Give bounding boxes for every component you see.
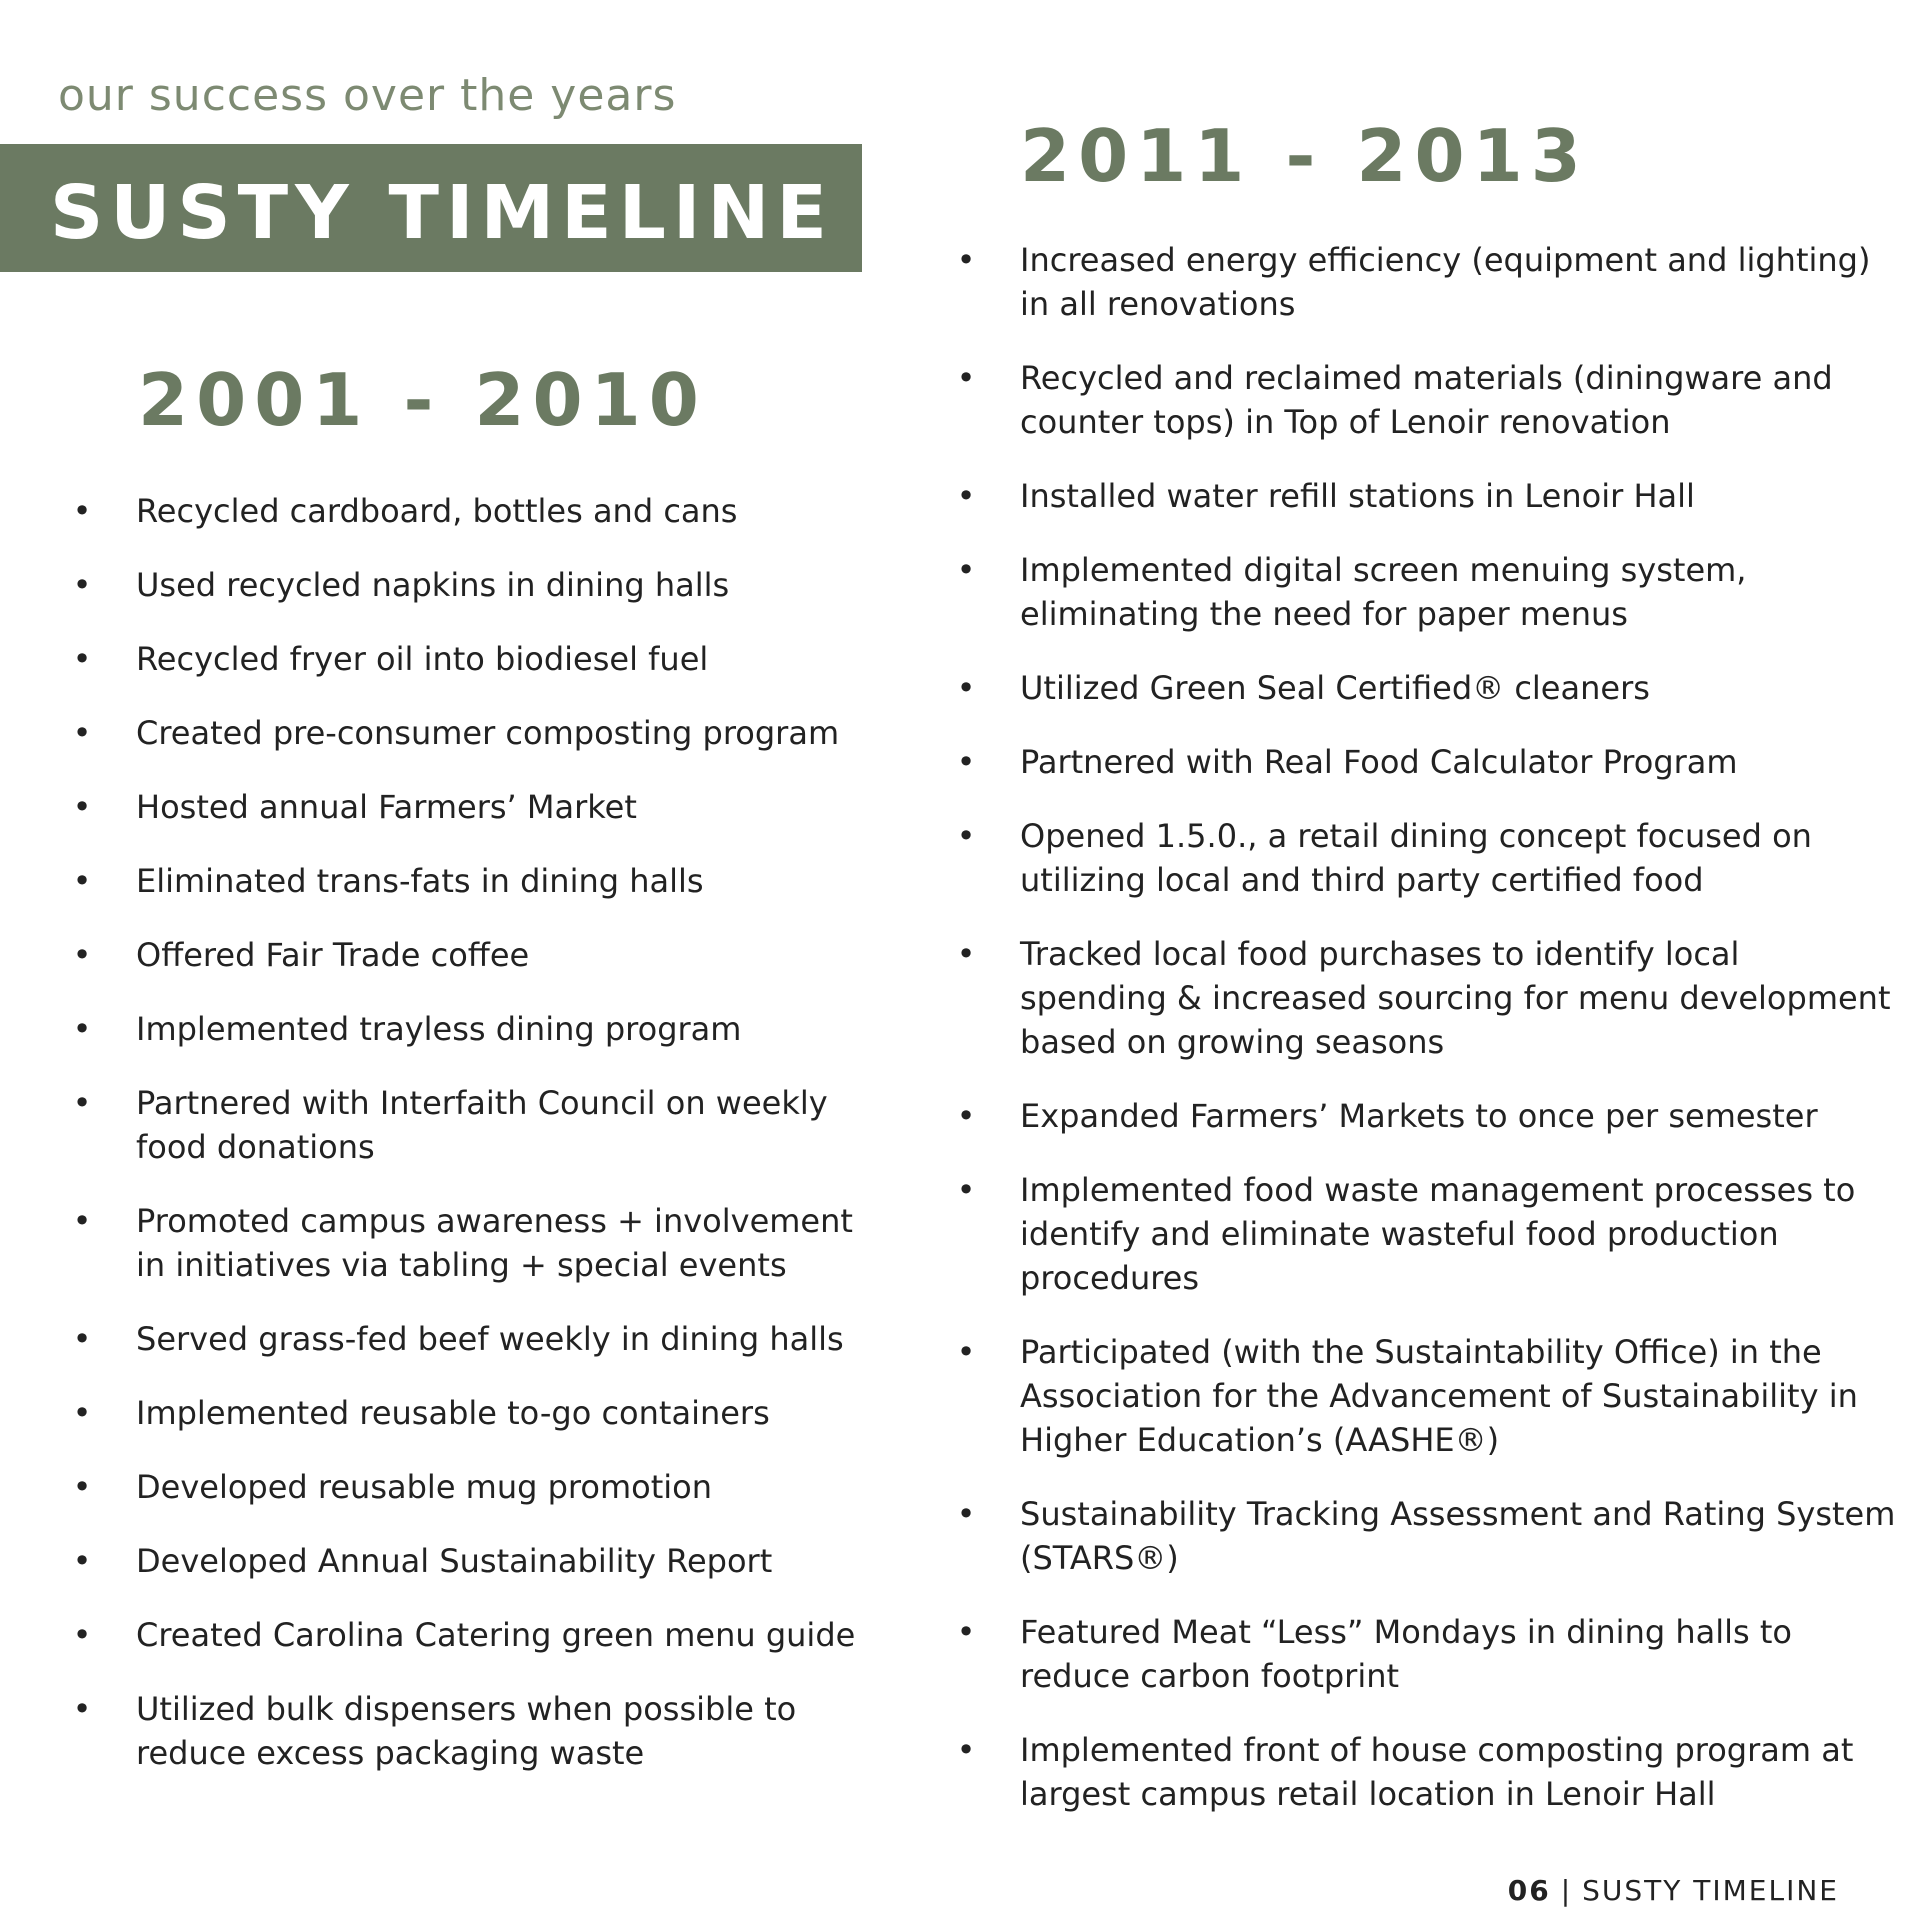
- bullet-icon: •: [72, 936, 92, 974]
- bullet-icon: •: [72, 1084, 92, 1122]
- list-item: [72, 1539, 892, 1583]
- list-item-text: Recycled cardboard, bottles and cans: [136, 492, 738, 530]
- bullet-icon: •: [72, 714, 92, 752]
- bullet-icon: •: [956, 551, 976, 589]
- timeline-list-2001-2010: [72, 489, 892, 1805]
- list-item: [72, 1199, 892, 1287]
- page-subtitle: our success over the years: [58, 70, 677, 121]
- bullet-icon: •: [956, 477, 976, 515]
- list-item-text: Partnered with Interfaith Council on weekly food donations: [136, 1084, 828, 1166]
- list-item: [72, 1613, 892, 1657]
- list-item-text: Implemented front of house composting program at largest campus retail location in Lenoir Hall: [1020, 1731, 1854, 1813]
- list-item: [72, 711, 892, 755]
- list-item: [72, 1081, 892, 1169]
- list-item: [72, 785, 892, 829]
- list-item: [72, 933, 892, 977]
- bullet-icon: •: [956, 1333, 976, 1371]
- list-item-text: Hosted annual Farmers’ Market: [136, 788, 637, 826]
- list-item: [72, 1465, 892, 1509]
- list-item: [956, 1728, 1896, 1816]
- list-item-text: Utilized Green Seal Certified® cleaners: [1020, 669, 1650, 707]
- list-item: [956, 1492, 1896, 1580]
- list-item-text: Utilized bulk dispensers when possible to reduce excess packaging waste: [136, 1690, 797, 1772]
- list-item-text: Opened 1.5.0., a retail dining concept focused on utilizing local and third party certified food: [1020, 817, 1812, 899]
- bullet-icon: •: [72, 492, 92, 530]
- bullet-icon: •: [956, 1495, 976, 1533]
- list-item-text: Recycled and reclaimed materials (diningware and counter tops) in Top of Lenoir renovation: [1020, 359, 1833, 441]
- list-item: [72, 1317, 892, 1361]
- bullet-icon: •: [72, 1616, 92, 1654]
- bullet-icon: •: [72, 1202, 92, 1240]
- bullet-icon: •: [956, 743, 976, 781]
- list-item-text: Implemented digital screen menuing system, eliminating the need for paper menus: [1020, 551, 1747, 633]
- list-item-text: Increased energy efficiency (equipment and lighting) in all renovations: [1020, 241, 1871, 323]
- list-item-text: Used recycled napkins in dining halls: [136, 566, 730, 604]
- footer-label: SUSTY TIMELINE: [1582, 1874, 1839, 1907]
- list-item: [956, 932, 1896, 1064]
- list-item-text: Implemented reusable to-go containers: [136, 1394, 770, 1432]
- bullet-icon: •: [72, 1542, 92, 1580]
- bullet-icon: •: [956, 1613, 976, 1651]
- bullet-icon: •: [956, 241, 976, 279]
- list-item-text: Recycled fryer oil into biodiesel fuel: [136, 640, 709, 678]
- list-item: [956, 1330, 1896, 1462]
- list-item-text: Developed reusable mug promotion: [136, 1468, 712, 1506]
- bullet-icon: •: [956, 1731, 976, 1769]
- page-footer: [1508, 1874, 1839, 1907]
- list-item: [72, 1007, 892, 1051]
- list-item: [956, 1168, 1896, 1300]
- list-item: [72, 859, 892, 903]
- footer-separator: |: [1560, 1874, 1573, 1907]
- list-item: [956, 548, 1896, 636]
- bullet-icon: •: [956, 817, 976, 855]
- title-banner: [0, 144, 862, 272]
- list-item-text: Offered Fair Trade coffee: [136, 936, 530, 974]
- list-item: [956, 474, 1896, 518]
- bullet-icon: •: [72, 788, 92, 826]
- page-number: 06: [1507, 1874, 1551, 1907]
- bullet-icon: •: [956, 669, 976, 707]
- bullet-icon: •: [72, 1468, 92, 1506]
- bullet-icon: •: [956, 359, 976, 397]
- list-item: [72, 637, 892, 681]
- bullet-icon: •: [72, 862, 92, 900]
- list-item: [72, 1687, 892, 1775]
- list-item-text: Participated (with the Sustaintability Office) in the Association for the Advancement of Sustainability in Higher Education’s (AASHE®): [1020, 1333, 1858, 1459]
- list-item: [956, 740, 1896, 784]
- list-item-text: Partnered with Real Food Calculator Program: [1020, 743, 1738, 781]
- bullet-icon: •: [956, 1171, 976, 1209]
- list-item-text: Sustainability Tracking Assessment and Rating System (STARS®): [1020, 1495, 1896, 1577]
- list-item: [956, 238, 1896, 326]
- list-item: [956, 1610, 1896, 1698]
- list-item: [72, 489, 892, 533]
- bullet-icon: •: [72, 566, 92, 604]
- list-item-text: Served grass-fed beef weekly in dining halls: [136, 1320, 844, 1358]
- page-title: SUSTY TIMELINE: [50, 170, 834, 256]
- section-heading-2011-2013: 2011 - 2013: [1020, 114, 1589, 198]
- bullet-icon: •: [72, 1010, 92, 1048]
- list-item-text: Expanded Farmers’ Markets to once per semester: [1020, 1097, 1818, 1135]
- list-item-text: Developed Annual Sustainability Report: [136, 1542, 773, 1580]
- list-item: [72, 1391, 892, 1435]
- list-item: [956, 814, 1896, 902]
- list-item-text: Promoted campus awareness + involvement in initiatives via tabling + special events: [136, 1202, 853, 1284]
- list-item-text: Created pre-consumer composting program: [136, 714, 840, 752]
- bullet-icon: •: [72, 1394, 92, 1432]
- list-item: [956, 1094, 1896, 1138]
- list-item-text: Created Carolina Catering green menu guide: [136, 1616, 856, 1654]
- bullet-icon: •: [956, 935, 976, 973]
- list-item-text: Tracked local food purchases to identify local spending & increased sourcing for menu development based on growing seasons: [1020, 935, 1891, 1061]
- list-item-text: Eliminated trans-fats in dining halls: [136, 862, 704, 900]
- list-item-text: Implemented trayless dining program: [136, 1010, 742, 1048]
- list-item-text: Installed water refill stations in Lenoir Hall: [1020, 477, 1695, 515]
- bullet-icon: •: [72, 1690, 92, 1728]
- bullet-icon: •: [956, 1097, 976, 1135]
- bullet-icon: •: [72, 640, 92, 678]
- list-item: [956, 356, 1896, 444]
- list-item-text: Implemented food waste management processes to identify and eliminate wasteful food production procedures: [1020, 1171, 1856, 1297]
- timeline-list-2011-2013: [956, 238, 1896, 1846]
- list-item: [72, 563, 892, 607]
- section-heading-2001-2010: 2001 - 2010: [138, 358, 707, 442]
- list-item-text: Featured Meat “Less” Mondays in dining halls to reduce carbon footprint: [1020, 1613, 1792, 1695]
- list-item: [956, 666, 1896, 710]
- bullet-icon: •: [72, 1320, 92, 1358]
